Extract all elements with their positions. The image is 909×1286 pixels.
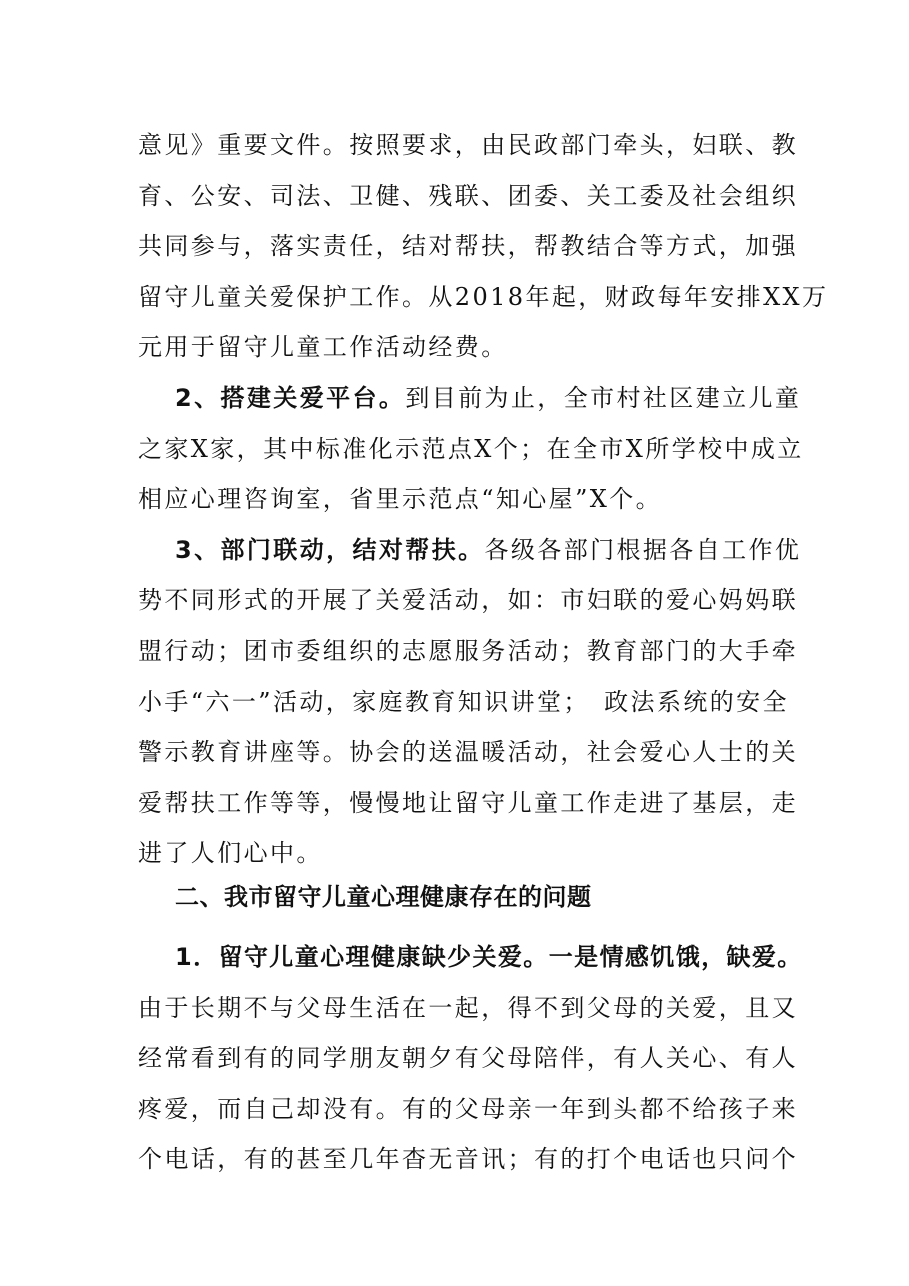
paragraph-line: 势不同形式的开展了关爱活动，如：市妇联的爱心妈妈联 <box>138 586 798 614</box>
paragraph-line: 由于长期不与父母生活在一起，得不到父母的关爱，且又 <box>138 994 798 1022</box>
paragraph-line: 盟行动；团市委组织的志愿服务活动；教育部门的大手牵 <box>138 637 798 665</box>
paragraph-line: 留守儿童关爱保护工作。从2018年起，财政每年安排XX万 <box>138 283 829 311</box>
paragraph-heading: 3、部门联动，结对帮扶。 <box>175 536 485 564</box>
paragraph-line: 之家X家，其中标准化示范点X个；在全市X所学校中成立 <box>138 435 804 463</box>
paragraph-line: 个电话，有的甚至几年杳无音讯；有的打个电话也只问个 <box>138 1145 798 1173</box>
paragraph-heading: 2、搭建关爱平台。 <box>175 384 406 412</box>
section-title: 二、我市留守儿童心理健康存在的问题 <box>175 883 592 911</box>
paragraph-first-line <box>175 533 801 567</box>
paragraph-line: 疼爱，而自己却没有。有的父母亲一年到头都不给孩子来 <box>138 1095 798 1123</box>
paragraph-line: 共同参与，落实责任，结对帮扶，帮教结合等方式，加强 <box>138 232 798 260</box>
paragraph-line: 爱帮扶工作等等，慢慢地让留守儿童工作走进了基层，走 <box>138 789 798 817</box>
paragraph-line: 育、公安、司法、卫健、残联、团委、关工委及社会组织 <box>138 182 798 210</box>
paragraph-line: 小手“六一”活动，家庭教育知识讲堂； 政法系统的安全 <box>138 688 789 716</box>
paragraph-line: 进了人们心中。 <box>138 839 323 867</box>
paragraph-line: 意见》重要文件。按照要求，由民政部门牵头，妇联、教 <box>138 131 798 159</box>
paragraph-line: 元用于留守儿童工作活动经费。 <box>138 333 508 361</box>
paragraph-text: 到目前为止，全市村社区建立儿童 <box>405 384 802 412</box>
paragraph-line: 警示教育讲座等。协会的送温暖活动，社会爱心人士的关 <box>138 738 798 766</box>
paragraph-line: 相应心理咨询室，省里示范点“知心屋”X个。 <box>138 485 663 513</box>
paragraph-text: 各级各部门根据各自工作优 <box>484 536 802 564</box>
paragraph-line: 经常看到有的同学朋友朝夕有父母陪伴，有人关心、有人 <box>138 1044 798 1072</box>
paragraph-heading: 1．留守儿童心理健康缺少关爱。一是情感饥饿，缺爱。 <box>175 943 803 971</box>
paragraph-first-line <box>175 381 801 415</box>
